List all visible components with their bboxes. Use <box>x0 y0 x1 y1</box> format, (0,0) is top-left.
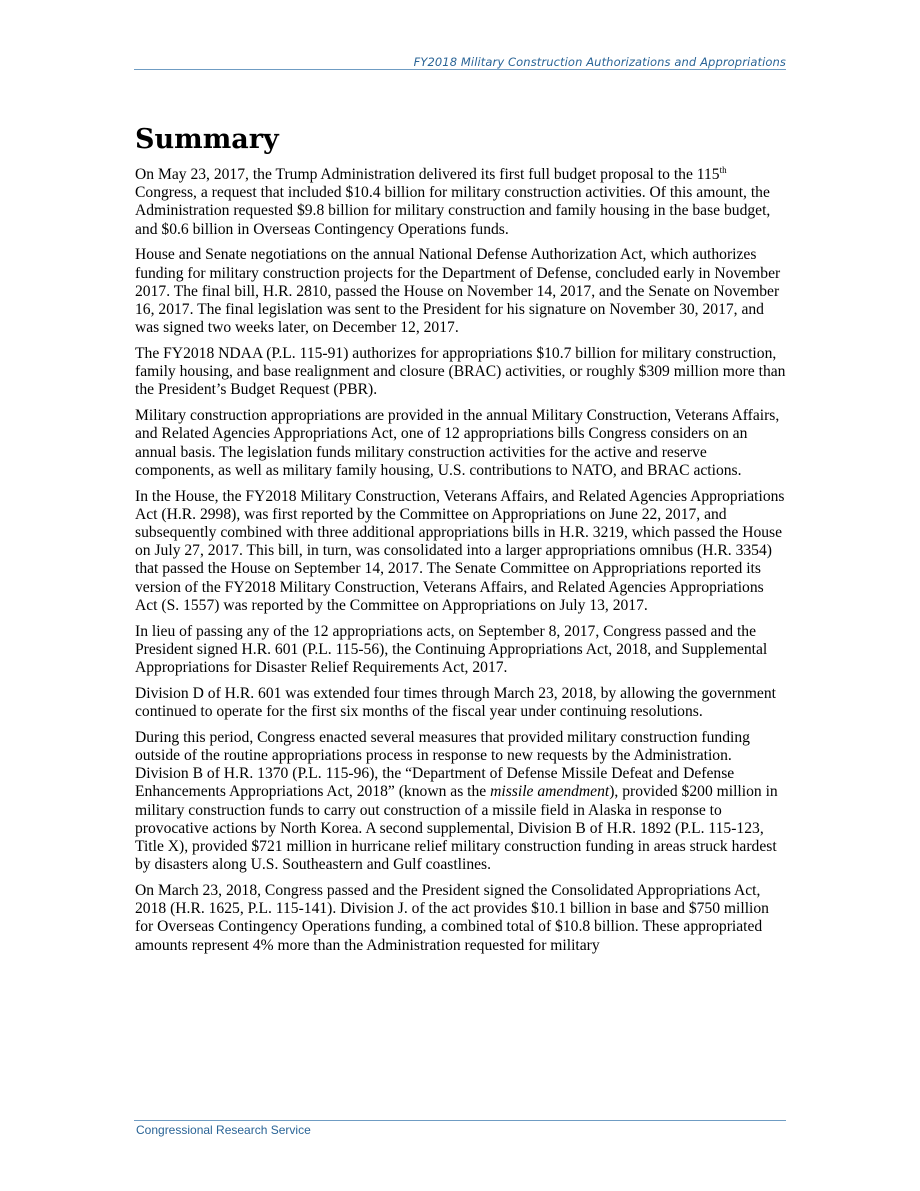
paragraph-text: On May 23, 2017, the Trump Administration delivered its first full budget proposal to the 115 <box>135 166 720 183</box>
emphasis-term: missile amendment <box>490 783 610 801</box>
paragraph-text: ), provided $200 million in military construction funds to carry out construction of a missile field in Alaska in response to provocative actions by North Korea. A second supplemental, Division B of H.R. 1892 (P.L. 115-123, Title X), provided $721 million in hurricane relief military construction funding in areas struck hardest by disasters along U.S. Southeastern and Gulf coastlines. <box>135 783 778 874</box>
paragraph-text: During this period, Congress enacted several measures that provided military construction funding outside of the routine appropriations process in response to new requests by the Administration. Division B of H.R. 1370 (P.L. 115-96), the “Department of Defense Missile Defeat and Defense Enhancements Appropriations Act, 2018” (known as the <box>135 728 750 801</box>
paragraph-milcon-appropriations: Military construction appropriations are provided in the annual Military Construction, Veterans Affairs, and Related Agencies Appropriations Act, one of 12 appropriations bills Congress considers on an annual basis. The legislation funds military construction activities for the active and reserve components, as well as military family housing, U.S. contributions to NATO, and BRAC actions. <box>135 407 780 479</box>
paragraph-division-d-extension: Division D of H.R. 601 was extended four times through March 23, 2018, by allowing the government continued to operate for the first six months of the fiscal year under continuing resolutions. <box>135 684 776 721</box>
paragraph-budget-request <box>135 166 787 239</box>
paragraph-continuing-resolution: In lieu of passing any of the 12 appropriations acts, on September 8, 2017, Congress passed and the President signed H.R. 601 (P.L. 115-56), the Continuing Appropriations Act, 2018, and Supplemental Appropriations for Disaster Relief Requirements Act, 2017. <box>135 622 768 677</box>
summary-body <box>135 166 787 962</box>
footer-divider <box>134 1120 786 1121</box>
section-title: Summary <box>135 124 279 155</box>
paragraph-house-senate-action: In the House, the FY2018 Military Construction, Veterans Affairs, and Related Agencies Appropriations Act (H.R. 2998), was first reported by the Committee on Appropriations on June 22, 2017, and subsequently combined with three additional appropriations bills in H.R. 3219, which passed the House on July 27, 2017. This bill, in turn, was consolidated into a larger appropriations omnibus (H.R. 3354) that passed the House on September 14, 2017. The Senate Committee on Appropriations reported its version of the FY2018 Military Construction, Veterans Affairs, and Related Agencies Appropriations Act (S. 1557) was reported by the Committee on Appropriations on July 13, 2017. <box>135 487 785 614</box>
superscript-ordinal: th <box>719 165 727 175</box>
paragraph-text: Congress, a request that included $10.4 billion for military construction activities. Of this amount, the Administration requested $9.8 billion for military construction and family housing in the base budget, and $0.6 billion in Overseas Contingency Operations funds. <box>135 184 771 238</box>
running-header: FY2018 Military Construction Authorizations and Appropriations <box>413 55 786 69</box>
paragraph-supplemental-funding <box>135 729 787 875</box>
paragraph-ndaa-negotiations: House and Senate negotiations on the annual National Defense Authorization Act, which authorizes funding for military construction projects for the Department of Defense, concluded early in November 2017. The final bill, H.R. 2810, passed the House on November 14, 2017, and the Senate on November 16, 2017. The final legislation was sent to the President for his signature on November 30, 2017, and was signed two weeks later, on December 12, 2017. <box>135 246 781 337</box>
paragraph-consolidated-act: On March 23, 2018, Congress passed and the President signed the Consolidated Appropriations Act, 2018 (H.R. 1625, P.L. 115-141). Division J. of the act provides $10.1 billion in base and $750 million for Overseas Contingency Operations funding, a combined total of $10.8 billion. These appropriated amounts represent 4% more than the Administration requested for military <box>135 882 769 954</box>
footer-source: Congressional Research Service <box>136 1123 311 1137</box>
paragraph-ndaa-authorization: The FY2018 NDAA (P.L. 115-91) authorizes for appropriations $10.7 billion for military construction, family housing, and base realignment and closure (BRAC) activities, or roughly $309 million more than the President’s Budget Request (PBR). <box>135 345 786 399</box>
header-divider <box>134 69 786 70</box>
